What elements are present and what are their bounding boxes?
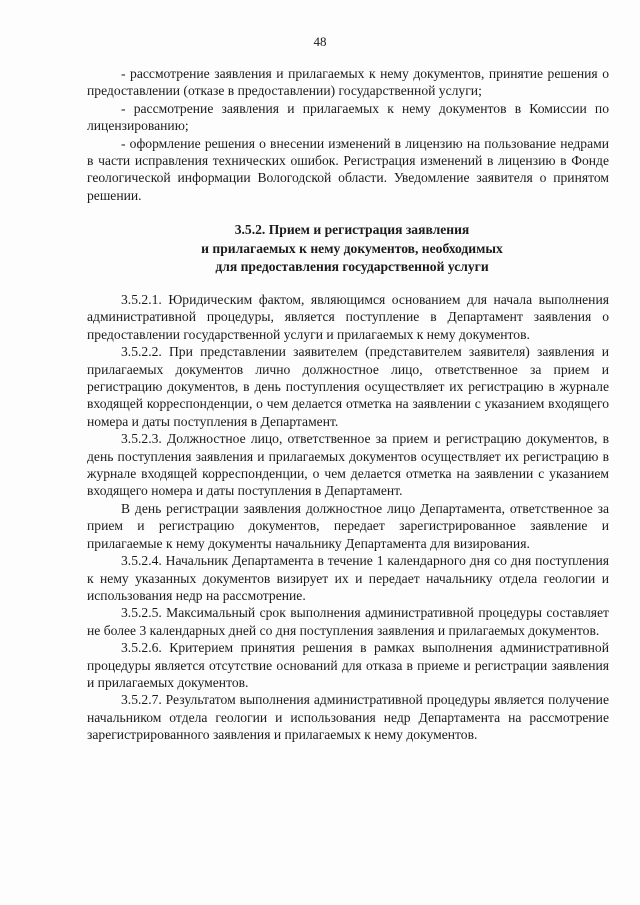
section-title-line: и прилагаемых к нему документов, необходимых bbox=[201, 240, 503, 256]
paragraph: В день регистрации заявления должностное лицо Департамента, ответственное за прием и регистрацию документов, передает зарегистрированное заявление и прилагаемые к нему документы начальнику Департамента для визирования. bbox=[87, 500, 609, 551]
page-number: 48 bbox=[313, 34, 327, 49]
paragraph: 3.5.2.6. Критерием принятия решения в рамках выполнения административной процедуры является отсутствие оснований для отказа в приеме и регистрации заявления и прилагаемых документов. bbox=[87, 640, 609, 690]
section-title-line: 3.5.2. Прием и регистрация заявления bbox=[234, 222, 470, 237]
paragraph: 3.5.2.3. Должностное лицо, ответственное за прием и регистрацию документов, в день поступления заявления и прилагаемых документов осуществляет их регистрацию в журнале входящей корреспонденции, о чем делается отметка на заявлении с указанием входящего номера и даты поступления в Департамент. bbox=[87, 431, 609, 499]
intro-item: - рассмотрение заявления и прилагаемых к нему документов, принятие решения о предоставлении (отказе в предоставлении) государственной услуги; bbox=[87, 66, 609, 99]
section-title-line: для предоставления государственной услуги bbox=[215, 259, 489, 274]
section-body bbox=[87, 291, 609, 744]
paragraph: 3.5.2.5. Максимальный срок выполнения административной процедуры составляет не более 3 календарных дней со дня поступления заявления и прилагаемых документов. bbox=[87, 605, 609, 638]
section-heading bbox=[87, 221, 617, 277]
paragraph: 3.5.2.4. Начальник Департамента в течение 1 календарного дня со дня поступления к нему указанных документов визирует их и передает начальнику отдела геологии и использования недр на рассмотрение. bbox=[87, 553, 609, 603]
paragraph: 3.5.2.1. Юридическим фактом, являющимся основанием для начала выполнения административной процедуры, является поступление в Департамент заявления о предоставлении государственной услуги и прилагаемых к нему документов. bbox=[87, 292, 609, 342]
intro-item: - оформление решения о внесении изменений в лицензию на пользование недрами в части исправления технических ошибок. Регистрация изменений в лицензию в Фонде геологической информации Вологодской области. Уведомление заявителя о принятом решении. bbox=[87, 135, 609, 203]
paragraph: 3.5.2.7. Результатом выполнения административной процедуры является получение начальником отдела геологии и использования недр Департамента на рассмотрение зарегистрированного заявления и прилагаемых к нему документов. bbox=[87, 692, 609, 743]
intro-list bbox=[87, 65, 609, 204]
paragraph: 3.5.2.2. При представлении заявителем (представителем заявителя) заявления и прилагаемых документов лично должностное лицо, ответственное за прием и регистрацию документов, в день поступления осуществляет их регистрацию в журнале входящей корреспонденции, о чем делается отметка на заявлении с указанием входящего номера и даты поступления в Департамент. bbox=[87, 344, 609, 429]
intro-item: - рассмотрение заявления и прилагаемых к нему документов в Комиссии по лицензированию; bbox=[87, 100, 609, 134]
